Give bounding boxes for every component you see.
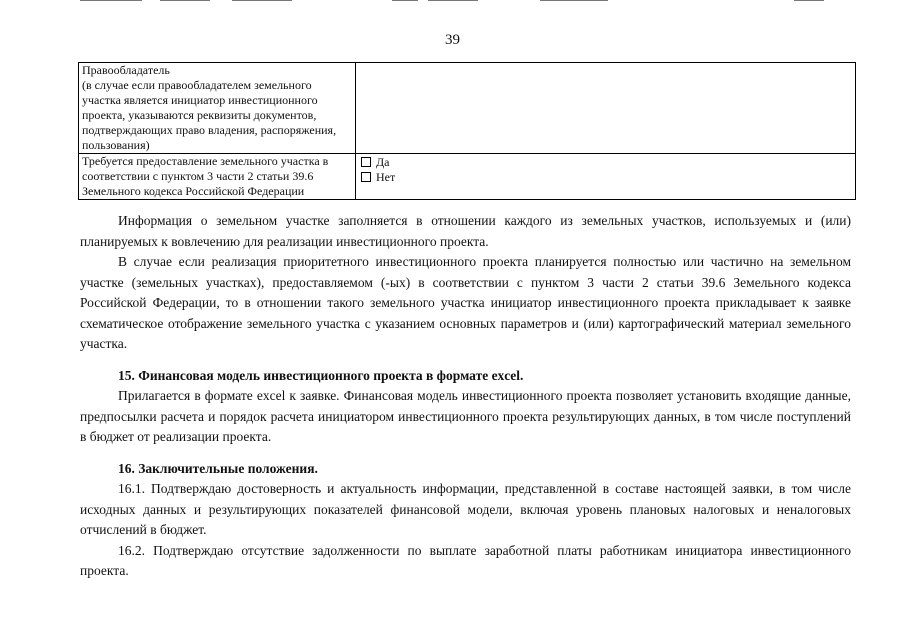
land-plot-table (78, 62, 856, 200)
page-number: 39 (445, 32, 460, 48)
paragraph-land-provision: В случае если реализация приоритетного инвестиционного проекта планируется полностью или частично на земельном участке (земельных участках), предоставляемом (-ых) в соответствии с пунктом 3 части 2 статьи 39.6 Земельного кодекса Российской Федерации, то в отношении такого земельного участка инициатор инвестиционного проекта прикладывает к заявке схематическое отображение земельного участка с указанием основных параметров и (или) картографический материал земельного участка. (80, 254, 851, 351)
section-16-heading: 16. Заключительные положения. (118, 460, 318, 476)
top-cut-line (428, 0, 478, 1)
rights-holder-label: Правообладатель (в случае если правообладателем земельного участка является инициатор инвестиционного проекта, указываются реквизиты документов, подтверждающих право владения, распоряжения, пользования) (79, 63, 356, 154)
paragraph-section-15: Прилагается в формате excel к заявке. Финансовая модель инвестиционного проекта позволяет установить входящие данные, предпосылки расчета и порядок расчета инициатором инвестиционного проекта результирующих данных, в том числе поступлений в бюджет от реализации проекта. (80, 388, 851, 444)
paragraph-land-info: Информация о земельном участке заполняется в отношении каждого из земельных участков, используемых и (или) планируемых к вовлечению для реализации инвестиционного проекта. (80, 213, 851, 249)
table-row (79, 63, 856, 154)
option-no[interactable]: Нет (359, 170, 852, 185)
paragraph-16-1: 16.1. Подтверждаю достоверность и актуальность информации, представленной в составе настоящей заявки, в том числе исходных данных и результирующих показателей финансовой модели, включая уровень плановых налоговых и неналоговых отчислений в бюджет. (80, 481, 851, 537)
body-text (80, 211, 851, 582)
land-provision-label: Требуется предоставление земельного участка в соответствии с пунктом 3 части 2 статьи 39.6 Земельного кодекса Российской Федерации (79, 154, 356, 200)
top-cut-line (160, 0, 210, 1)
rights-holder-value[interactable] (356, 63, 856, 154)
paragraph-16-2: 16.2. Подтверждаю отсутствие задолженности по выплате заработной платы работникам инициатора инвестиционного проекта. (80, 542, 851, 578)
top-cut-line (392, 0, 418, 1)
checkbox-icon[interactable] (361, 157, 371, 167)
top-cut-line (794, 0, 824, 1)
top-cut-line (80, 0, 142, 1)
top-cut-line (232, 0, 292, 1)
land-provision-options (356, 154, 856, 200)
option-yes[interactable]: Да (359, 155, 852, 170)
top-cut-line (540, 0, 608, 1)
section-15-heading: 15. Финансовая модель инвестиционного проекта в формате excel. (118, 367, 524, 383)
checkbox-icon[interactable] (361, 172, 371, 182)
table-row (79, 154, 856, 200)
